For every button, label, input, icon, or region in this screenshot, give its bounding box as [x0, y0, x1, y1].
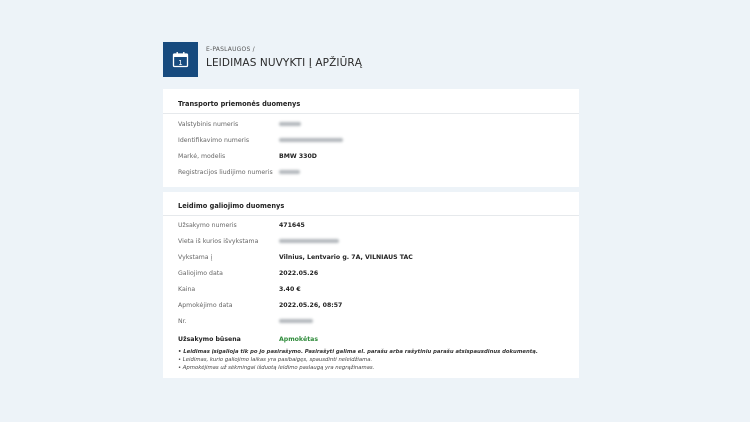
- model-value: BMW 330D: [279, 153, 317, 160]
- row-label: Identifikavimo numeris: [178, 137, 250, 144]
- row-label: Vieta iš kurios išvykstama: [178, 238, 259, 245]
- permit-notes: [178, 348, 538, 372]
- divider: [163, 215, 579, 216]
- registration-value-redacted: [279, 169, 300, 177]
- permit-number-value-redacted: [279, 318, 313, 326]
- plate-value-redacted: [279, 121, 301, 129]
- row-label: Vykstama į: [178, 254, 213, 261]
- note-item: • Apmokėjimas už sėkmingai išduotą leidimo paslaugą yra negrąžinamas.: [178, 365, 375, 371]
- destination-value: Vilnius, Lentvario g. 7A, VILNIAUS TAC: [279, 254, 413, 261]
- payment-date-value: 2022.05.26, 08:57: [279, 302, 343, 309]
- vin-value-redacted: [279, 137, 343, 145]
- price-value: 3.40 €: [279, 286, 301, 293]
- row-label: Valstybinis numeris: [178, 121, 239, 128]
- status-label: Užsakymo būsena: [178, 336, 241, 343]
- origin-value-redacted: [279, 238, 339, 246]
- page-title: LEIDIMAS NUVYKTI Į APŽIŪRĄ: [206, 56, 363, 69]
- valid-date-value: 2022.05.26: [279, 270, 319, 277]
- row-label: Nr.: [178, 318, 187, 325]
- breadcrumb[interactable]: E-PASLAUGOS /: [206, 45, 255, 53]
- row-label: Galiojimo data: [178, 270, 223, 277]
- row-label: Registracijos liudijimo numeris: [178, 169, 273, 176]
- calendar-icon-day: 1: [178, 59, 183, 67]
- row-label: Apmokėjimo data: [178, 302, 233, 309]
- permit-card-title: Leidimo galiojimo duomenys: [178, 202, 285, 210]
- order-number-value: 471645: [279, 222, 305, 229]
- note-item: • Leidimas, kurio galiojimo laikas yra pasibaigęs, spausdinti neleidžiama.: [178, 357, 373, 363]
- permit-data-card: [163, 192, 579, 378]
- note-item: • Leidimas įsigalioja tik po jo pasirašymo. Pasirašyti galima el. parašu arba rašytiniu parašu atsispausdinus dokumentą.: [178, 349, 538, 355]
- vehicle-data-card: [163, 89, 579, 187]
- status-badge: Apmokėtas: [279, 336, 319, 343]
- row-label: Užsakymo numeris: [178, 222, 237, 229]
- calendar-icon: [163, 42, 198, 77]
- row-label: Kaina: [178, 286, 196, 293]
- vehicle-card-title: Transporto priemonės duomenys: [178, 100, 301, 108]
- row-label: Markė, modelis: [178, 153, 226, 160]
- page-header: [163, 42, 362, 77]
- divider: [163, 113, 579, 114]
